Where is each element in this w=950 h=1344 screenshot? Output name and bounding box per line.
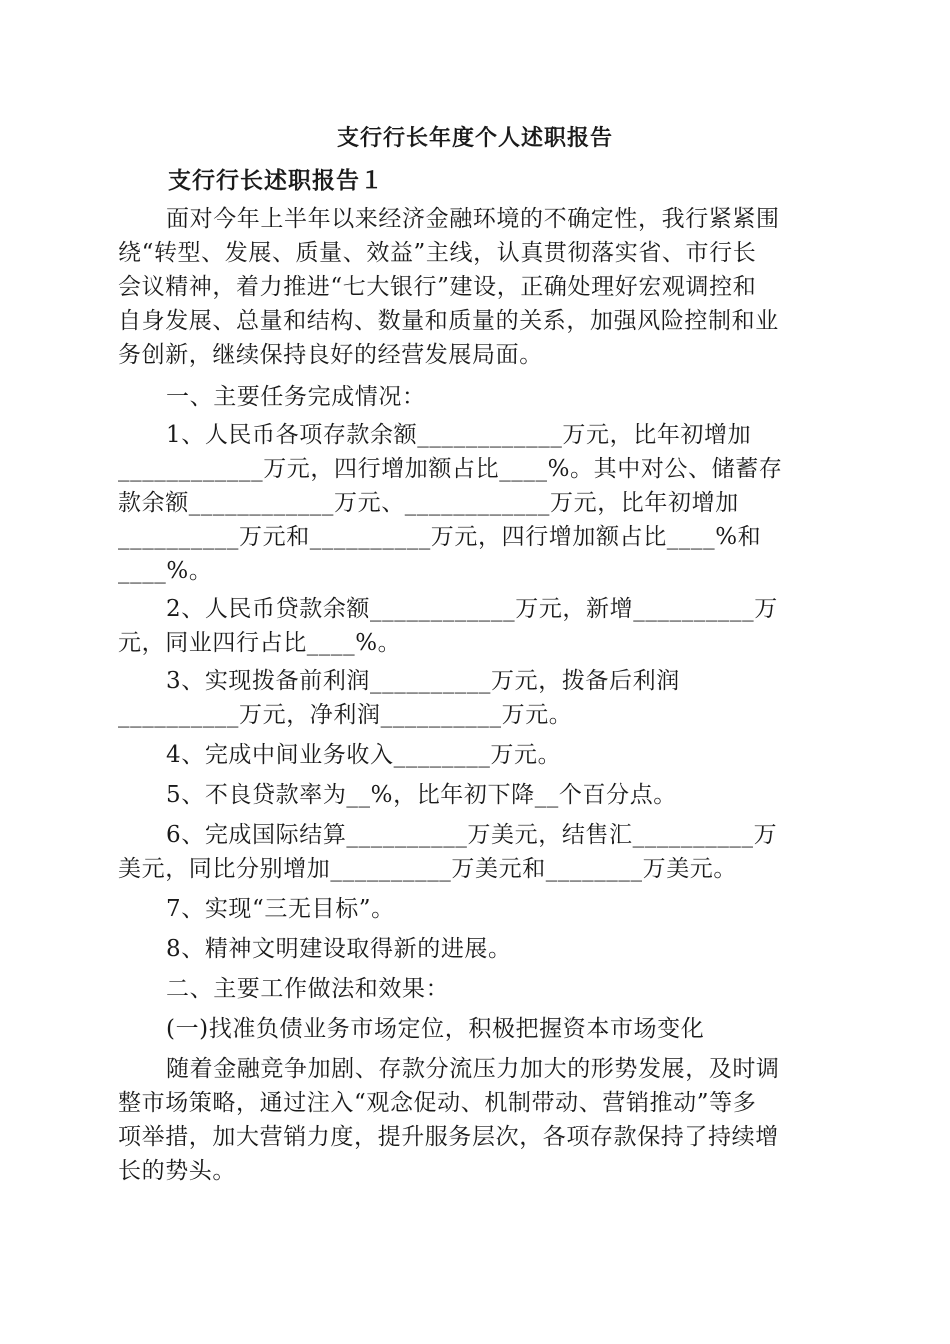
list-item-line: 1、人民币各项存款余额____________万元，比年初增加 bbox=[166, 422, 752, 448]
list-item-line: 6、完成国际结算__________万美元，结售汇__________万 bbox=[166, 822, 778, 848]
paragraph-line: 会议精神，着力推进“七大银行”建设，正确处理好宏观调控和 bbox=[118, 274, 757, 300]
list-item-line: 款余额____________万元、____________万元，比年初增加 bbox=[118, 490, 739, 516]
list-item-line: ____________万元，四行增加额占比____%。其中对公、储蓄存 bbox=[118, 456, 783, 482]
document-title: 支行行长年度个人述职报告 bbox=[336, 125, 613, 151]
list-item-line: 8、精神文明建设取得新的进展。 bbox=[166, 936, 512, 962]
section-heading: 二、主要工作做法和效果： bbox=[166, 976, 450, 1002]
list-item-line: 5、不良贷款率为__%，比年初下降__个百分点。 bbox=[166, 782, 677, 808]
list-item-line: ____%。 bbox=[118, 558, 213, 584]
paragraph-line: 项举措，加大营销力度，提升服务层次，各项存款保持了持续增 bbox=[118, 1124, 779, 1150]
list-item-line: 美元，同比分别增加__________万美元和________万美元。 bbox=[118, 856, 737, 882]
list-item-line: 3、实现拨备前利润__________万元，拨备后利润 bbox=[166, 668, 680, 694]
report-subtitle: 支行行长述职报告１ bbox=[168, 167, 384, 194]
paragraph-line: 务创新，继续保持良好的经营发展局面。 bbox=[118, 342, 543, 368]
paragraph-line: 自身发展、总量和结构、数量和质量的关系，加强风险控制和业 bbox=[118, 308, 779, 334]
paragraph-line: 整市场策略，通过注入“观念促动、机制带动、营销推动”等多 bbox=[118, 1090, 757, 1116]
list-item-line: 4、完成中间业务收入________万元。 bbox=[166, 742, 562, 768]
list-item-line: 2、人民币贷款余额____________万元，新增__________万 bbox=[166, 596, 778, 622]
subsection-heading: (一)找准负债业务市场定位，积极把握资本市场变化 bbox=[166, 1016, 705, 1042]
section-heading: 一、主要任务完成情况： bbox=[166, 384, 426, 410]
paragraph-line: 面对今年上半年以来经济金融环境的不确定性，我行紧紧围 bbox=[166, 206, 780, 232]
list-item-line: __________万元，净利润__________万元。 bbox=[118, 702, 573, 728]
list-item-line: __________万元和__________万元，四行增加额占比____%和 bbox=[118, 524, 762, 550]
list-item-line: 7、实现“三无目标”。 bbox=[166, 896, 395, 922]
list-item-line: 元，同业四行占比____%。 bbox=[118, 630, 402, 656]
paragraph-line: 绕“转型、发展、质量、效益”主线，认真贯彻落实省、市行长 bbox=[118, 240, 757, 266]
paragraph-line: 随着金融竞争加剧、存款分流压力加大的形势发展，及时调 bbox=[166, 1056, 780, 1082]
paragraph-line: 长的势头。 bbox=[118, 1158, 236, 1184]
